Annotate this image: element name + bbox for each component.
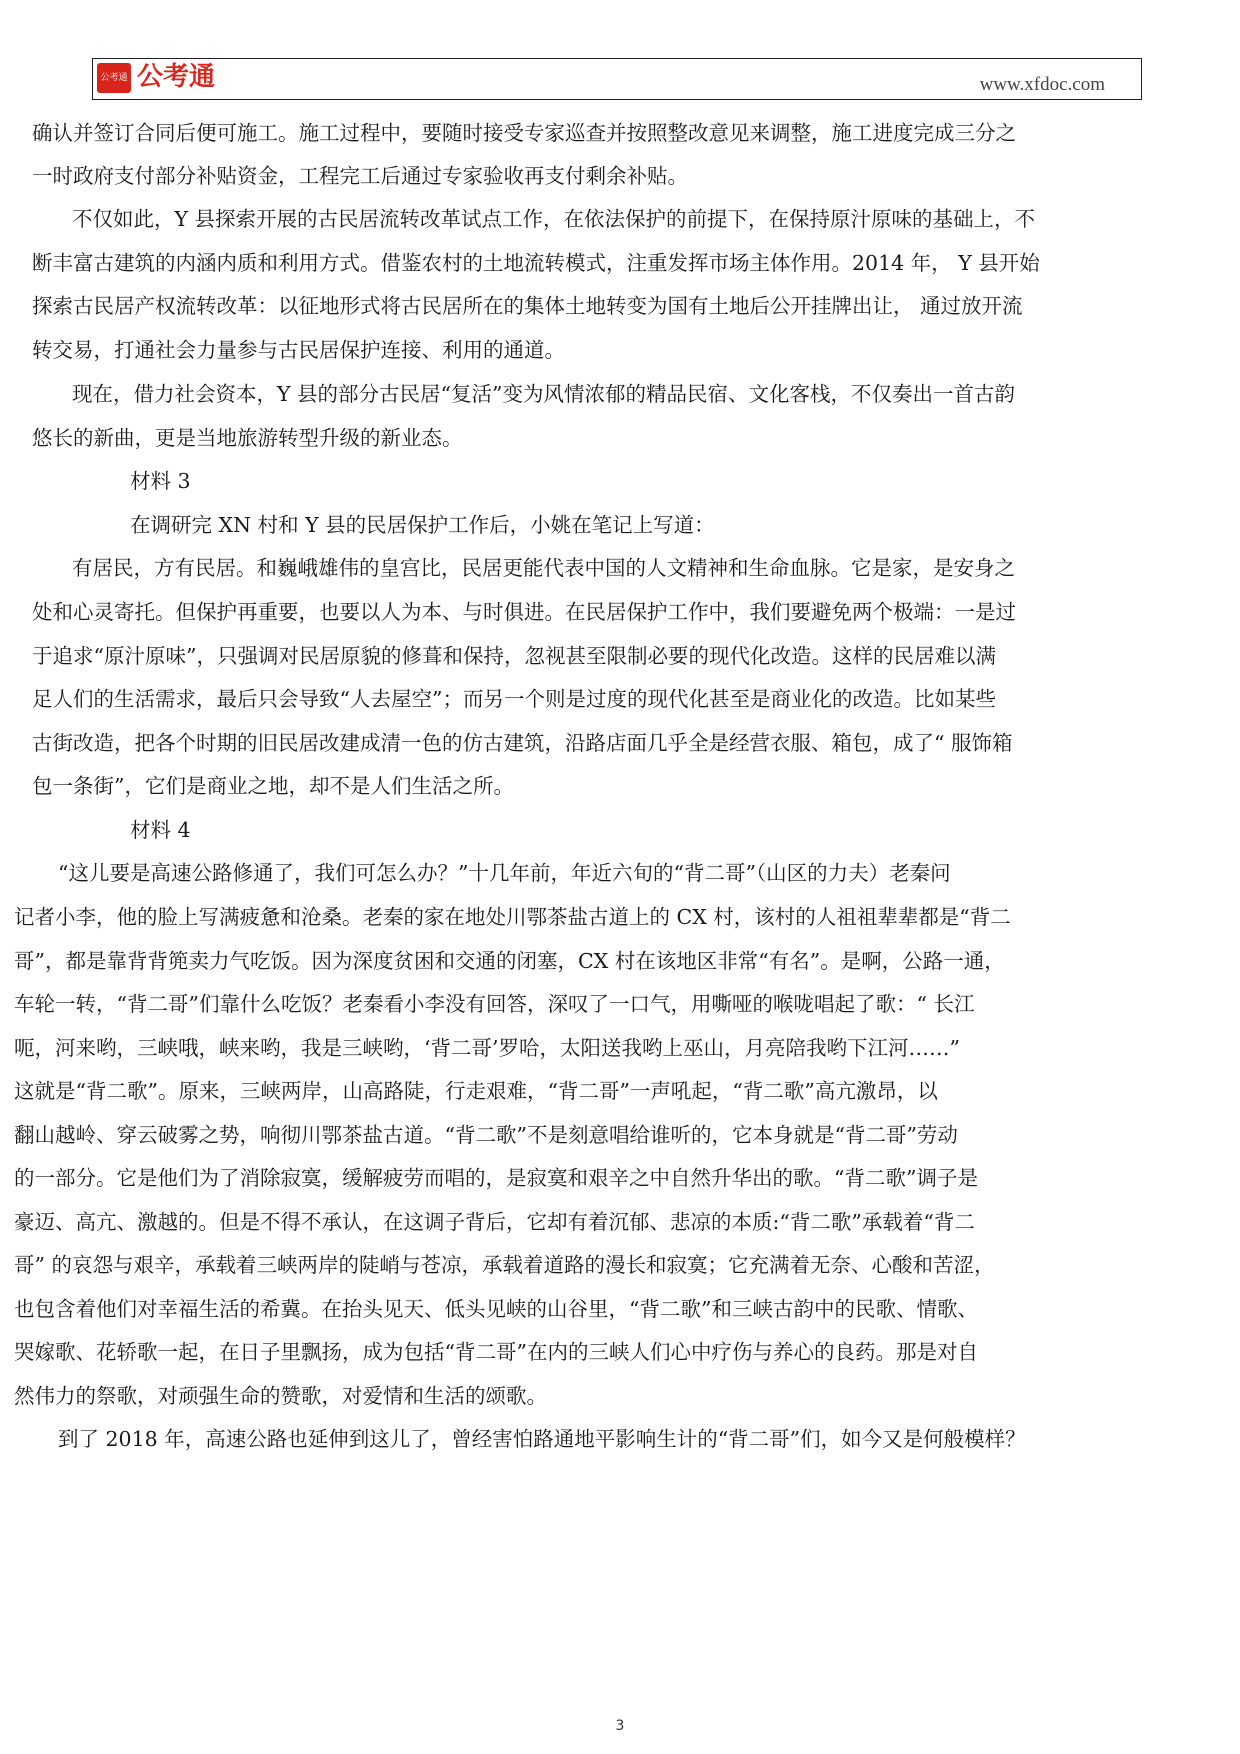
text-line: 这就是“背二歌”。原来，三峡两岸，山高路陡，行走艰难，“背二哥”一声吼起，“背二歌”高亢激昂，以 xyxy=(14,1079,938,1103)
text-line: 翻山越岭、穿云破雾之势，响彻川鄂茶盐古道。“背二歌”不是刻意唱给谁听的，它本身就是“背二哥”劳动 xyxy=(14,1123,958,1147)
section-heading: 材料 4 xyxy=(130,818,191,842)
text-line: 呃，河来哟，三峡哦，峡来哟，我是三峡哟，‘背二哥’罗哈，太阳送我哟上巫山，月亮陪我哟下江河……” xyxy=(14,1036,961,1060)
text-line: 然伟力的祭歌，对顽强生命的赞歌，对爱情和生活的颂歌。 xyxy=(14,1384,547,1408)
text-line: 车轮一转，“背二哥”们靠什么吃饭？老秦看小李没有回答，深叹了一口气，用嘶哑的喉咙唱起了歌：“ 长江 xyxy=(14,992,975,1016)
text-line: 足人们的生活需求，最后只会导致“人去屋空”；而另一个则是过度的现代化甚至是商业化的改造。比如某些 xyxy=(32,687,996,711)
text-line: 探索古民居产权流转改革：以征地形式将古民居所在的集体土地转变为国有土地后公开挂牌出让， 通过放开流 xyxy=(32,294,1023,318)
text-line: 处和心灵寄托。但保护再重要，也要以人为本、与时俱进。在民居保护工作中，我们要避免两个极端：一是过 xyxy=(32,600,1016,624)
text-line: 于追求“原汁原味”，只强调对民居原貌的修葺和保持，忽视甚至限制必要的现代化改造。这样的民居难以满 xyxy=(32,644,996,668)
text-line: 悠长的新曲，更是当地旅游转型升级的新业态。 xyxy=(32,426,463,450)
text-line: 一时政府支付部分补贴资金，工程完工后通过专家验收再支付剩余补贴。 xyxy=(32,164,688,188)
text-line: 不仅如此，Y 县探索开展的古民居流转改革试点工作，在依法保护的前提下，在保持原汁原味的基础上，不 xyxy=(72,207,1036,231)
text-line: 断丰富古建筑的内涵内质和利用方式。借鉴农村的土地流转模式，注重发挥市场主体作用。2014 年， Y 县开始 xyxy=(32,251,1040,275)
text-line: 哭嫁歌、花轿歌一起，在日子里飘扬，成为包括“背二哥”在内的三峡人们心中疗伤与养心的良药。那是对自 xyxy=(14,1340,978,1364)
text-line: 哥”，都是靠背背篼卖力气吃饭。因为深度贫困和交通的闭塞，CX 村在该地区非常“有名”。是啊，公路一通， xyxy=(14,949,1005,973)
page-number: 3 xyxy=(615,1718,625,1734)
text-line: 也包含着他们对幸福生活的希冀。在抬头见天、低头见峡的山谷里，“背二歌”和三峡古韵中的民歌、情歌、 xyxy=(14,1297,978,1321)
text-line: 古街改造，把各个时期的旧民居改建成清一色的仿古建筑，沿路店面几乎全是经营衣服、箱包，成了“ 服饰箱 xyxy=(32,731,1013,755)
page-header xyxy=(92,58,1142,100)
text-line: 的一部分。它是他们为了消除寂寞，缓解疲劳而唱的，是寂寞和艰辛之中自然升华出的歌。“背二歌”调子是 xyxy=(14,1166,978,1190)
text-line: 哥” 的哀怨与艰辛，承载着三峡两岸的陡峭与苍凉，承载着道路的漫长和寂寞；它充满着无奈、心酸和苦涩， xyxy=(14,1253,995,1277)
text-line: 记者小李，他的脸上写满疲惫和沧桑。老秦的家在地处川鄂茶盐古道上的 CX 村，该村的人祖祖辈辈都是“背二 xyxy=(14,905,1011,929)
section-heading: 材料 3 xyxy=(130,469,191,493)
text-line: 到了 2018 年，高速公路也延伸到这儿了，曾经害怕路通地平影响生计的“背二哥”们，如今又是何般模样？ xyxy=(58,1427,1026,1451)
text-line: 有居民，方有民居。和巍峨雄伟的皇宫比，民居更能代表中国的人文精神和生命血脉。它是家，是安身之 xyxy=(72,556,1015,580)
logo-text: 公考通 xyxy=(137,62,216,92)
text-line: 现在，借力社会资本，Y 县的部分古民居“复活”变为风情浓郁的精品民宿、文化客栈，不仅奏出一首古韵 xyxy=(72,382,1016,406)
text-line: “这儿要是高速公路修通了，我们可怎么办？”十几年前，年近六旬的“背二哥”（山区的力夫）老秦问 xyxy=(58,861,951,885)
text-line: 在调研完 XN 村和 Y 县的民居保护工作后，小姚在笔记上写道： xyxy=(130,513,715,537)
text-line: 转交易，打通社会力量参与古民居保护连接、利用的通道。 xyxy=(32,338,565,362)
text-line: 豪迈、高亢、激越的。但是不得不承认，在这调子背后，它却有着沉郁、悲凉的本质:“背二歌”承载着“背二 xyxy=(14,1210,975,1234)
site-url: www.xfdoc.com xyxy=(979,74,1105,95)
text-line: 确认并签订合同后便可施工。施工过程中，要随时接受专家巡查并按照整改意见来调整，施工进度完成三分之 xyxy=(32,121,1016,145)
logo-badge-icon: 公考通 xyxy=(97,63,131,93)
text-line: 包一条街”，它们是商业之地，却不是人们生活之所。 xyxy=(32,774,514,798)
